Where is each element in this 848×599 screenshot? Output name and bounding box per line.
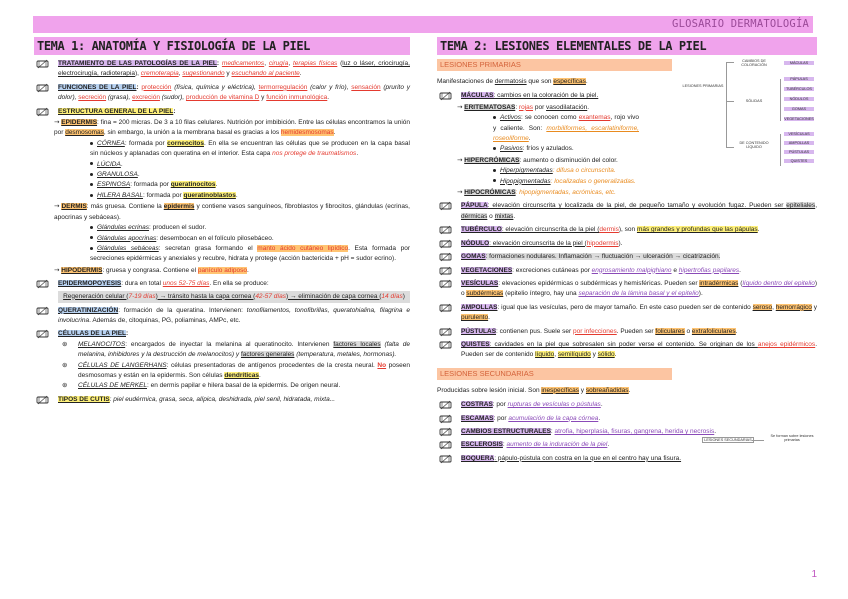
cutis-item <box>34 395 410 405</box>
veg-item: VEGETACIONES: excreciones cutáneas por engrosamiento malpighiano e hipertrofias papilares. <box>437 266 817 276</box>
manto-acido: manto ácido cutáneo lipídico <box>257 244 349 252</box>
diagram-n3c: PÚSTULAS <box>784 150 814 154</box>
band-d1: 7-19 días <box>128 292 156 300</box>
corneocitos: corneocitos <box>167 139 204 147</box>
escl-aum: aumento de la induración de la piel <box>506 441 608 449</box>
hiperp-text: : difusa o circunscrita. <box>552 167 616 175</box>
querat-head: QUERATINIZACIÓN <box>58 306 119 314</box>
epidermo-text: : dura en total <box>121 280 163 288</box>
functions-item: FUNCIONES DE LA PIEL: protección (física, química y eléctrica), termorregulación (calor y frío), sensación (prurito y dolor), secreción (grasa), excreción (sudor), producción de vitamina D y función inmunológica. <box>34 83 410 104</box>
f-inmuno: función inmunológica <box>266 94 328 102</box>
erit-text2: por <box>533 103 547 111</box>
ves-sub: subdérmicas <box>466 290 504 298</box>
virus-icon: ⊛ <box>62 340 68 348</box>
pus-text: : contienen pus. Suele ser <box>496 327 573 335</box>
structure-head: ESTRUCTURA GENERAL DE LA PIEL <box>58 107 174 115</box>
nodulo-label: NÓDULO <box>461 239 490 247</box>
f-sensacion-desc: (prurito y dolor), <box>58 83 410 102</box>
quis-semi: semilíquido <box>557 351 591 359</box>
f-excrecion: excreción <box>132 94 160 102</box>
tuberculo-big: más grandes y profundas que las pápulas <box>636 226 758 234</box>
costras-item: COSTRAS: por rupturas de vesículas o pústulas. <box>437 400 817 410</box>
escl-label: ESCLEROSIS <box>461 441 503 449</box>
escamas-text: : por <box>493 414 509 422</box>
cambios-text: : <box>550 427 555 435</box>
ves-label: VESÍCULAS <box>461 279 499 287</box>
band-1: Regeneración celular ( <box>63 292 129 300</box>
pus-text2: . Pueden ser <box>616 327 656 335</box>
bandage-icon <box>36 329 49 339</box>
cornea-protege: nos protege de traumatismos <box>272 150 357 158</box>
apocrinas-item <box>34 234 410 244</box>
quis-text: : cavidades en la piel que sobresalen sin poder verse el contenido. Se originan de los <box>489 340 758 348</box>
papula-epi: epiteliales <box>786 202 816 210</box>
epidermis-label: EPIDERMIS <box>61 119 98 127</box>
hipodermis-label: HIPODERMIS <box>61 266 103 274</box>
basal-label: HILERA BASAL <box>97 191 144 199</box>
mel-text: : encargados de inyectar la melanina al queratinocito. Intervienen <box>125 340 334 348</box>
cutis-text: : piel eudérmica, grasa, seca, alípica, deshidrada, piel senil, hidratada, mixta... <box>109 395 336 403</box>
diagram-n2d: GOMAS <box>784 107 814 111</box>
queratinizacion-item <box>34 306 410 327</box>
granulosa-item: GRANULOSA. <box>34 170 410 180</box>
ecrinas-text: : producen el sudor. <box>149 224 207 232</box>
boquera-item <box>437 454 817 464</box>
bandage-icon <box>36 306 49 316</box>
gomas-item <box>437 252 817 262</box>
erit-label: ERITEMATOSAS <box>464 103 516 111</box>
intro-especificas: específicas <box>553 78 586 85</box>
pus-label: PÚSTULAS <box>461 327 497 335</box>
mel-text2: (falta de melanina, inhibidores y la destrucción de melanocitos) y <box>78 340 410 359</box>
band-d3: 14 días <box>381 292 403 300</box>
pus-ext: extrafoliculares <box>691 327 736 335</box>
veg-hip: hipertrofias papilares <box>678 266 740 274</box>
cambios-label: CAMBIOS ESTRUCTURALES <box>461 427 551 435</box>
diagram-root: LESIONES PRIMARIAS <box>682 84 724 88</box>
diagram-sec-desc: Se forman sobre lesiones primarias <box>770 434 814 443</box>
maculas-text: : cambios en la coloración de la piel. <box>493 92 599 100</box>
espinosa-item: ESPINOSA: formada por queratinocitos. <box>34 180 410 190</box>
intro-text: Manifestaciones de <box>437 78 495 85</box>
merkel-item <box>34 381 410 391</box>
tuberculo-text: : elevación circunscrita de la piel ( <box>501 226 600 234</box>
hipop-item <box>437 177 817 187</box>
diagram-n3b: AMPOLLAS <box>784 141 814 145</box>
bandage-icon <box>36 83 49 93</box>
epidermo-days: unos 52-75 días <box>162 280 210 288</box>
hipop-label: Hipopigmentadas <box>500 177 551 185</box>
bandage-icon <box>439 225 452 235</box>
hiperp-item <box>437 166 817 176</box>
melanocitos-item <box>34 340 410 361</box>
diagram-n3d: QUISTES <box>784 159 814 163</box>
quis-sol: sólido <box>597 351 615 359</box>
f-secrecion-desc: (grasa), <box>107 94 131 102</box>
basal-item: HILERA BASAL: formada por queratinoblastos. <box>34 191 410 201</box>
sebaceas-text: : secretan grasa formando el <box>158 244 258 252</box>
escamas-item: ESCAMAS: por acumulación de la capa córnea. <box>437 414 817 424</box>
queratinocitos: queratinocitos <box>170 181 216 189</box>
t-luz: luz o láser, criocirugía, electrocirugía, radioterapia <box>58 60 410 78</box>
lang-no: No <box>377 361 387 369</box>
exantemas: exantemas <box>578 114 611 122</box>
dermis-item: → DERMIS: más gruesa. Contiene la epidermis y contiene vasos sanguíneos, fibroblastos y fibrocitos, glándulas (ecrinas, apocrinas y sebáceas). <box>54 202 410 221</box>
bandage-icon <box>439 427 452 437</box>
cambios-item: CAMBIOS ESTRUCTURALES: atrofia, hiperplasia, fisuras, gangrena, herida y necrosis. <box>437 427 817 437</box>
cells-head: CÉLULAS DE LA PIEL <box>58 330 127 338</box>
dermis-label: DERMIS <box>61 203 87 211</box>
diagram-n2a: PÁPULAS <box>784 77 814 81</box>
hipoc-text: : hipopigmentadas, acrómicas, etc. <box>515 189 616 197</box>
primarias-bar: LESIONES PRIMARIAS <box>437 59 672 71</box>
querat-text: : formación de la queratina. Intervienen: <box>118 306 247 314</box>
desmosomas: desmosomas <box>65 129 104 137</box>
erit-item: → ERITEMATOSAS: rojas por vasodilatación. <box>457 102 590 111</box>
epidermis-item: → EPIDERMIS: fina = 200 micras. De 3 a 10 filas celulares. Nutrición por imbibición. Entre las células encontramos la unión por desmosomas, sin embargo, la unión a la membrana basal es gracias a los hemidesmosomas. <box>54 118 410 137</box>
dermis-text: : más gruesa. Contiene la <box>86 203 164 211</box>
boquera-label: BOQUERA <box>461 454 495 462</box>
lang-text2: poseen desmosomas y están en la epidermis. Son células <box>78 361 410 379</box>
sebaceas-label: Glándulas sebáceas <box>97 244 159 252</box>
tuberculo-item: TUBÉRCULO: elevación circunscrita de la piel (dermis), son más grandes y profundas que las pápulas. <box>437 225 817 235</box>
costras-text: : por <box>492 401 508 409</box>
f-excrecion-desc: (sudor), <box>161 94 185 102</box>
espinosa-text: : formada por <box>130 181 171 189</box>
gomas-text: : formaciones nodulares. Inflamación → fluctuación → ulceración → cicatrización. <box>485 253 721 261</box>
quis-liq: líquido <box>535 351 555 359</box>
espinosa-label: ESPINOSA <box>97 181 131 189</box>
diagram-n2c: NÓDULOS <box>784 97 814 101</box>
cutis-head: TIPOS DE CUTIS <box>58 395 110 403</box>
intro-text2: que son <box>526 78 554 85</box>
lang-label: CÉLULAS DE LANGERHANS <box>78 361 167 369</box>
pasivos-text: : fríos y azulados. <box>522 145 574 153</box>
pasivos-label: Pasivos <box>500 145 523 153</box>
band-d2: 42-57 días <box>255 292 287 300</box>
lesions-diagram <box>680 57 820 167</box>
vesiculas-item: VESÍCULAS: elevaciones epidérmicas o subdérmicas y hemisféricas. Pueden ser intradérmicas (líquido dentro del epitelio) o subdérmicas (epitelio íntegro, hay una separación de la lámina basal y el epitelio). <box>437 279 817 300</box>
diagram-n2: SÓLIDAS <box>745 99 763 103</box>
t-cirugia: cirugía <box>268 60 289 67</box>
epidermopoyesis-item <box>34 279 410 289</box>
ves-sep: separación de la lámina basal y el epitelio <box>578 290 699 298</box>
mel-factores2: factores generales <box>240 351 295 359</box>
basal-text: : formada por <box>143 191 184 199</box>
ampollas-item: AMPOLLAS: igual que las vesículas, pero de mayor tamaño. En este caso pueden ser de contenido seroso, hemorrágico y purulento. <box>437 303 817 324</box>
sebaceas-text2: . Esta formada por secreciones epidérmicas y anexiales y recubre, hidrata y protege (acción bactericida + pH = sudor ecrino). <box>90 244 410 263</box>
epidermo-head: EPIDERMOPOYESIS <box>58 280 122 288</box>
ves-text2: (epitelio íntegro, hay una <box>503 290 579 298</box>
page-number: 1 <box>811 569 817 580</box>
nodulo-item: NÓDULO: elevación circunscrita de la piel (hipodermis). <box>437 239 817 249</box>
bandage-icon <box>439 239 452 249</box>
tuberculo-dermis: dermis <box>599 226 619 234</box>
epidermo-band <box>58 291 410 303</box>
diagram-n3: DE CONTENIDO LÍQUIDO <box>739 141 769 150</box>
quistes-item: QUISTES: cavidades en la piel que sobresalen sin poder verse el contenido. Se originan de los anejos epidérmicos. Pueden ser de contenido líquido, semilíquido y sólido. <box>437 340 817 361</box>
ves-liq: líquido dentro del epitelio <box>742 279 815 287</box>
lang-text: : células presentadoras de antígenos procedentes de la cresta neural. <box>166 361 378 369</box>
f-secrecion: secreción <box>78 94 107 102</box>
pustulas-item: PÚSTULAS: contienen pus. Suele ser por infecciones. Pueden ser foliculares o extrafoliculares. <box>437 327 817 337</box>
amp-text: : igual que las vesículas, pero de mayor tamaño. En este caso pueden ser de contenido <box>497 303 753 311</box>
hipoc-item: → HIPOCRÓMICAS: hipopigmentadas, acrómicas, etc. <box>457 188 616 197</box>
hiper-item: → HIPERCRÓMICAS: aumento o disminución del color. <box>457 155 618 164</box>
f-vitd: producción de vitamina D <box>185 94 260 102</box>
activos-label: Activos <box>500 114 521 122</box>
mel-label: MELANOCITOS <box>78 340 126 348</box>
t-escuchando: escuchando al paciente <box>231 70 300 78</box>
intro-line: Manifestaciones de dermatosis que son específicas. <box>437 78 588 85</box>
ecrinas-label: Glándulas ecrinas <box>97 224 150 232</box>
quis-anejos: anejos epidérmicos <box>757 340 816 348</box>
f-termo: termorregulación <box>258 83 308 91</box>
amp-pur: purulento <box>461 314 489 322</box>
mel-factores: factores locales <box>333 340 381 348</box>
papula-der: dérmicas <box>461 212 488 220</box>
cambios-list: atrofia, hiperplasia, fisuras, gangrena, herida y necrosis <box>554 427 715 435</box>
granulosa-label: GRANULOSA <box>97 171 138 179</box>
tuberculo-label: TUBÉRCULO <box>461 226 502 234</box>
secundarias-bar: LESIONES SECUNDARIAS <box>437 368 672 380</box>
diagram-sec-root: LESIONES SECUNDARIAS <box>702 437 754 443</box>
erit-text: : <box>515 103 519 111</box>
cells-item: CÉLULAS DE LA PIEL: <box>34 329 410 339</box>
nodulo-hipo: hipodermis <box>586 239 619 247</box>
activos-item: Activos: se conocen como exantemas, rojo vivo y caliente. Son: morbiliformes, escarlatiniforme, roseoliforme. <box>493 114 639 143</box>
merkel-text: : en dermis papilar e hilera basal de la epidermis. De origen neural. <box>147 382 341 390</box>
mel-text3: (temperatura, metales, hormonas). <box>294 351 397 359</box>
sebaceas-item <box>34 244 410 265</box>
glossary-title: GLOSARIO DERMATOLOGÍA <box>672 18 809 30</box>
erit-rojas: rojas <box>518 103 534 111</box>
tema2-title: TEMA 2: LESIONES ELEMENTALES DE LA PIEL <box>437 37 817 55</box>
apocrinas-label: Glándulas apocrinas <box>97 234 157 242</box>
querat-list: tonofilamentos, tonofibrillas, queratohialina, filagrina e involucrina <box>58 306 410 324</box>
functions-head: FUNCIONES DE LA PIEL <box>58 83 137 91</box>
bandage-icon <box>36 107 49 117</box>
activos-text: : se conocen como <box>520 114 579 122</box>
lang-dendriticas: dendríticas <box>224 371 260 379</box>
bandage-icon <box>439 440 452 450</box>
t-cremoterapia: cremoterapia <box>140 70 179 78</box>
escl-text: : <box>502 441 507 449</box>
structure-item: ESTRUCTURA GENERAL DE LA PIEL: <box>34 107 410 117</box>
quis-label: QUISTES <box>461 340 490 348</box>
morbili: morbiliformes, escarlatiniforme, roseoliforme <box>493 124 639 143</box>
bandage-icon <box>439 279 452 289</box>
bandage-icon <box>439 414 452 424</box>
sec-intro: Producidas sobre lesión inicial. Son inespecíficas y sobreañadidas. <box>437 386 631 394</box>
lucida-label: LÚCIDA <box>97 160 121 168</box>
apocrinas-text: : desembocan en el folículo pilosebáceo. <box>156 234 274 242</box>
bandage-icon <box>439 201 452 211</box>
bandage-icon <box>439 340 452 350</box>
treatment-head: TRATAMIENTO DE LAS PATOLOGÍAS DE LA PIEL <box>58 60 217 67</box>
hipodermis-text: : gruesa y congrasa. Contiene el <box>102 266 198 274</box>
left-column <box>34 37 410 405</box>
merkel-label: CÉLULAS DE MERKEL <box>78 382 147 390</box>
diagram-n2b: TUBÉRCULOS <box>784 87 814 91</box>
t-terapias: terapias físicas <box>292 60 338 67</box>
diagram-n2e: VEGETACIONES <box>784 117 814 121</box>
quis-text2: . Pueden ser de contenido <box>461 340 817 359</box>
sec-intro-text: Producidas sobre lesión inicial. Son <box>437 386 542 394</box>
boquera-text: : pápulo-pústula con costra en la que en el centro hay una fisura. <box>494 454 682 462</box>
paniculo: panículo adiposo <box>197 266 247 274</box>
activos-text2: , rojo vivo y caliente. Son: <box>493 114 639 132</box>
costras-label: COSTRAS <box>461 401 493 409</box>
f-proteccion: protección <box>141 83 172 91</box>
band-4: ) <box>402 292 405 300</box>
langerhans-item: ⊛ CÉLULAS DE LANGERHANS: células presentadoras de antígenos procedentes de la cresta neural. No poseen desmosomas y están en la epidermis. Son células dendríticas. <box>62 361 410 379</box>
secondary-diagram <box>702 434 822 448</box>
pus-fol: foliculares <box>655 327 685 335</box>
t-medicamentos: medicamentos <box>221 60 265 67</box>
bandage-icon <box>439 252 452 262</box>
cornea-item: CÓRNEA: formada por corneocitos. En ella se encuentran las células que se producen en la capa basal sin núcleos y aplanadas con queratina en el interior. Esta capa nos protege de traumatismos. <box>90 139 410 158</box>
cornea-text: : formada por <box>124 139 168 147</box>
ves-text: : elevaciones epidérmicas o subdérmicas y hemisféricas. Pueden ser <box>498 279 700 287</box>
papula-text: : elevación circunscrita y localizada de la piel, de pequeño tamaño y evolución fugaz. Pueden ser <box>487 202 787 210</box>
bandage-icon <box>439 327 452 337</box>
nodulo-text: : elevación circunscrita de la piel ( <box>489 239 587 247</box>
diagram-n1: CAMBIOS DE COLORACIÓN <box>741 59 767 68</box>
maculas-label: MÁCULAS <box>461 92 494 100</box>
amp-hem: hemorrágico <box>775 303 812 311</box>
papula-label: PÁPULA <box>461 202 488 210</box>
escamas-acu: acumulación de la capa córnea <box>508 414 599 422</box>
queratinoblastos: queratinoblastos <box>183 191 236 199</box>
hipoc-label: HIPOCRÓMICAS <box>464 189 516 197</box>
sec-inesp: inespecíficas <box>541 386 579 394</box>
tuberculo-text2: ), son <box>618 226 637 234</box>
hiper-label: HIPERCRÓMICAS <box>464 156 520 164</box>
band-3: ) → eliminación de capa cornea ( <box>286 292 382 300</box>
epidermis-text2: , sin embargo, la unión a la membrana basal es gracias a los <box>103 129 281 137</box>
cornea-text2: . En ella se encuentran las células que se producen en la capa basal sin núcleos y aplanadas con queratina en el interior. Esta capa <box>90 139 410 158</box>
erit-vaso: vasodilatación <box>546 103 588 111</box>
bandage-icon <box>36 279 49 289</box>
veg-eng: engrosamiento malpighiano <box>591 266 672 274</box>
diagram-n3a: VESÍCULAS <box>784 132 814 136</box>
esclerosis-item: ESCLEROSIS: aumento de la induración de la piel. <box>437 440 817 450</box>
amp-label: AMPOLLAS <box>461 303 498 311</box>
veg-label: VEGETACIONES <box>461 266 513 274</box>
bandage-icon <box>439 303 452 313</box>
gomas-label: GOMAS <box>461 253 486 261</box>
bandage-icon <box>36 59 49 69</box>
bandage-icon <box>36 395 49 405</box>
bandage-icon <box>439 400 452 410</box>
hipop-text: : localizadas o generalizadas. <box>550 177 636 185</box>
virus-icon: ⊛ <box>62 382 68 390</box>
sec-sobre: sobreañadidas <box>585 386 629 394</box>
band-2: ) → tránsito hasta la capa cornea ( <box>155 292 256 300</box>
diagram-n1a: MÁCULAS <box>784 61 814 65</box>
f-proteccion-desc: (física, química y eléctrica), <box>174 83 256 91</box>
f-sensacion: sensación <box>351 83 381 91</box>
querat-text2: . Además de, citoquinas, PG, poliaminas, AMPc, etc. <box>89 316 241 324</box>
hiper-text: : aumento o disminución del color. <box>519 156 618 164</box>
ves-intra: intradérmicas <box>699 279 739 287</box>
amp-seroso: seroso <box>752 303 773 311</box>
t-sugestionando: sugestionando <box>182 70 225 78</box>
header-bar <box>33 16 813 33</box>
hipodermis-item: → HIPODERMIS: gruesa y congrasa. Contiene el panículo adiposo. <box>54 265 249 274</box>
veg-text: : excreciones cutáneas por <box>512 266 592 274</box>
hiperp-label: Hiperpigmentadas <box>500 167 553 175</box>
tema1-title: TEMA 1: ANATOMÍA Y FISIOLOGÍA DE LA PIEL <box>34 37 410 55</box>
virus-icon: ⊛ <box>62 361 68 369</box>
bandage-icon <box>439 266 452 276</box>
bandage-icon <box>439 91 452 101</box>
papula-item: PÁPULA: elevación circunscrita y localizada de la piel, de pequeño tamaño y evolución fugaz. Pueden ser epiteliales, dérmicas o mixtas. <box>437 201 817 222</box>
lucida-item: LÚCIDA. <box>34 160 410 170</box>
pus-inf: por infecciones <box>573 327 617 335</box>
hemidesmosomas: hemidesmosomas <box>280 129 334 137</box>
treatment-item: TRATAMIENTO DE LAS PATOLOGÍAS DE LA PIEL: medicamentos, cirugía, terapias físicas (luz o láser, criocirugía, electrocirugía, radioterapia), cremoterapia, sugestionando y escuchando al paciente. <box>34 59 410 80</box>
epidermis-text: : fina = 200 micras. De 3 a 10 filas celulares. Nutrición por imbibición. Entre las células encontramos la unión por <box>54 119 410 137</box>
cornea-label: CÓRNEA <box>97 139 125 147</box>
ecrinas-item <box>34 223 410 233</box>
dermis-text2: y contiene vasos sanguíneos, fibroblastos y fibrocitos, glándulas (ecrinas, apocrinas y sebáceas). <box>54 203 410 221</box>
costras-rup: rupturas de vesículas o pústulas <box>507 401 601 409</box>
f-termo-desc: (calor y frío), <box>310 83 349 91</box>
escamas-label: ESCAMAS <box>461 414 494 422</box>
intro-dermatosis: dermatosis <box>494 78 527 85</box>
papula-mix: mixtas <box>494 212 514 220</box>
bandage-icon <box>439 454 452 464</box>
epidermo-text2: . En ella se produce: <box>209 280 269 288</box>
dermis-epidermis: epidermis <box>163 203 195 211</box>
